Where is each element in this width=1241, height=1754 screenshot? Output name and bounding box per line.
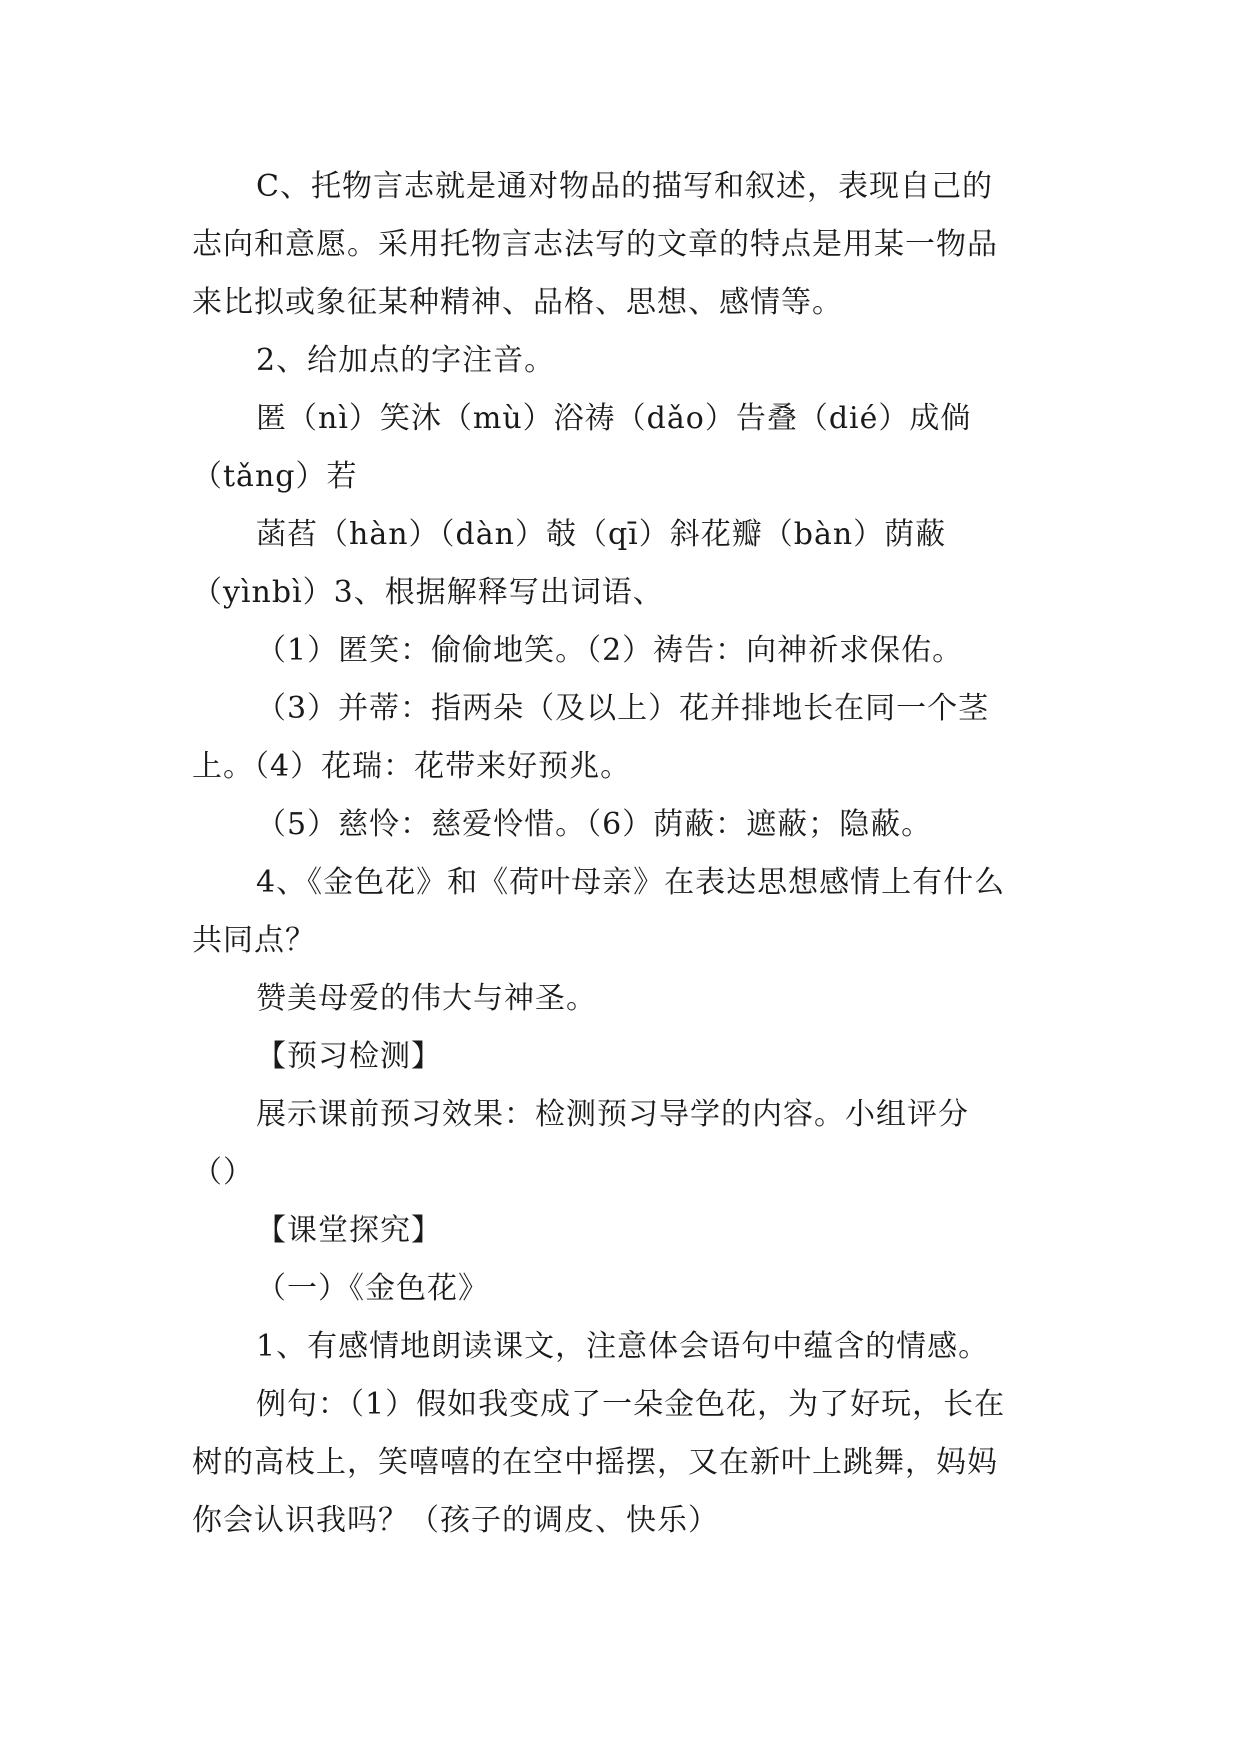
section-heading: 【预习检测】 — [256, 1039, 442, 1074]
text-line: （） — [192, 1155, 254, 1190]
text-line: （5）慈怜：慈爱怜惜。（6）荫蔽：遮蔽；隐蔽。 — [256, 807, 933, 842]
text-line: （3）并蒂：指两朵（及以上）花并排地长在同一个茎 — [256, 691, 990, 726]
text-line: 来比拟或象征某种精神、品格、思想、感情等。 — [192, 285, 843, 320]
text-line: 1、有感情地朗读课文，注意体会语句中蕴含的情感。 — [256, 1329, 990, 1364]
text-line: 2、给加点的字注音。 — [256, 343, 556, 378]
text-line: （1）匿笑：偷偷地笑。（2）祷告：向神祈求保佑。 — [256, 633, 964, 668]
text-line: （yìnbì）3、根据解释写出词语、 — [192, 575, 664, 610]
text-line: 展示课前预习效果：检测预习导学的内容。小组评分 — [256, 1097, 969, 1132]
text-line: 匿（nì）笑沐（mù）浴祷（dǎo）告叠（dié）成倘 — [256, 401, 972, 436]
text-line: 共同点？ — [192, 923, 316, 958]
text-line: 例句：（1）假如我变成了一朵金色花，为了好玩，长在 — [256, 1387, 1006, 1422]
text-line: 4、《金色花》和《荷叶母亲》在表达思想感情上有什么 — [256, 865, 1006, 900]
text-line: （tǎng）若 — [192, 459, 358, 494]
text-line: 你会认识我吗？（孩子的调皮、快乐） — [192, 1503, 719, 1538]
text-line: 树的高枝上，笑嘻嘻的在空中摇摆，又在新叶上跳舞，妈妈 — [192, 1445, 998, 1480]
text-line: 志向和意愿。采用托物言志法写的文章的特点是用某一物品 — [192, 227, 998, 262]
text-line: C、托物言志就是通对物品的描写和叙述，表现自己的 — [256, 169, 993, 204]
text-line: 上。（4）花瑞：花带来好预兆。 — [192, 749, 632, 784]
subsection-heading: （一）《金色花》 — [256, 1271, 489, 1306]
text-line: 赞美母爱的伟大与神圣。 — [256, 981, 597, 1016]
document-page — [192, 158, 1050, 1550]
section-heading: 【课堂探究】 — [256, 1213, 442, 1248]
text-line: 菡萏（hàn）（dàn）攲（qī）斜花瓣（bàn）荫蔽 — [256, 517, 947, 552]
